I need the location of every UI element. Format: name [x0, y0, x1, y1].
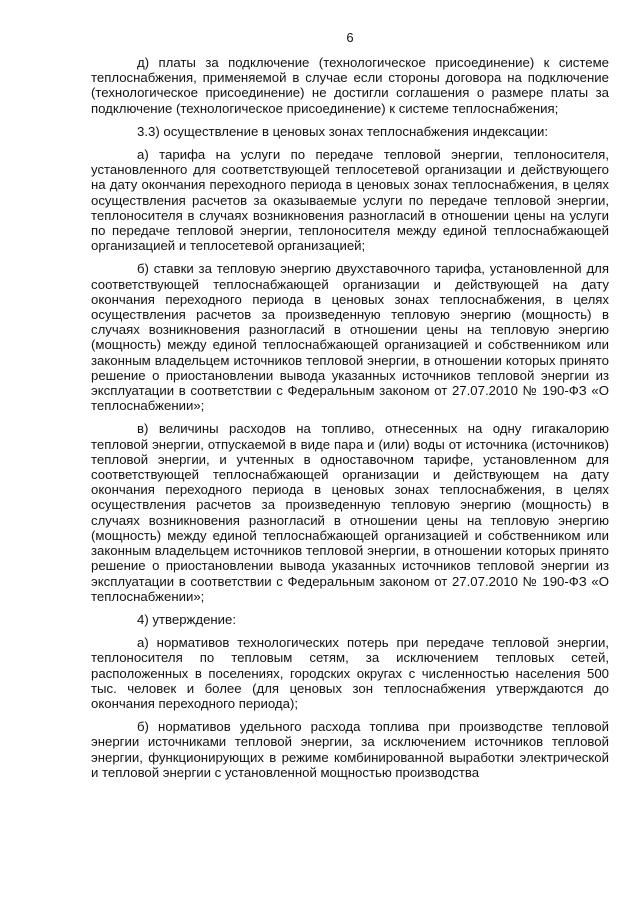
paragraph-b-fuel-consumption-norms: б) нормативов удельного расхода топлива при производстве тепловой энергии источниками тепловой энергии, за исключением источников тепловой энергии, функционирующих в режиме комбинированной выработки электрической и тепловой энергии с установленной мощностью производства	[91, 719, 609, 780]
page-number: 6	[346, 30, 354, 45]
paragraph-4-approval: 4) утверждение:	[137, 611, 237, 627]
paragraph-b-two-rate-tariff: б) ставки за тепловую энергию двухставочного тарифа, установленной для соответствующей теплоснабжающей организации и действующей на дату окончания переходного периода в ценовых зонах теплоснабжения, в целях осуществления расчетов за произведенную тепловую энергию (мощность) в случаях возникновения разногласий в отношении цены на тепловую энергию (мощность) между единой теплоснабжающей организацией и собственником или законным владельцем источников тепловой энергии, в отношении которых принято решение о приостановлении вывода указанных источников тепловой энергии из эксплуатации в соответствии с Федеральным законом от 27.07.2010 № 190-ФЗ «О теплоснабжении»;	[91, 261, 609, 414]
paragraph-3-3-indexation: 3.3) осуществление в ценовых зонах теплоснабжения индексации:	[137, 123, 549, 139]
paragraph-a-loss-norms: а) нормативов технологических потерь при передаче тепловой энергии, теплоносителя по тепловым сетям, за исключением тепловых сетей, расположенных в поселениях, городских округах с численностью населения 500 тыс. человек и более (для ценовых зон теплоснабжения утверждаются до окончания переходного периода);	[91, 635, 609, 711]
paragraph-a-transfer-tariff: а) тарифа на услуги по передаче тепловой энергии, теплоносителя, установленного для соответствующей теплосетевой организации и действующего на дату окончания переходного периода в ценовых зонах теплоснабжения, в целях осуществления расчетов за оказываемые услуги по передаче тепловой энергии, теплоносителя в случаях возникновения разногласий в отношении цены на услуги по передаче тепловой энергии, теплоносителя между единой теплоснабжающей организацией и теплосетевой организацией;	[91, 147, 609, 254]
paragraph-d-connection-fee: д) платы за подключение (технологическое присоединение) к системе теплоснабжения, применяемой в случае если стороны договора на подключение (технологическое присоединение) не достигли соглашения о размере платы за подключение (технологическое присоединение) к системе теплоснабжения;	[91, 55, 609, 116]
paragraph-v-fuel-costs: в) величины расходов на топливо, отнесенных на одну гигакалорию тепловой энергии, отпускаемой в виде пара и (или) воды от источника (источников) тепловой энергии, и учтенных в одноставочном тарифе, установленном для соответствующей теплоснабжающей организации и действующем на дату окончания переходного периода в ценовых зонах теплоснабжения, в целях осуществления расчетов за произведенную тепловую энергию (мощность) в случаях возникновения разногласий в отношении цены на тепловую энергию (мощность) между единой теплоснабжающей организацией и собственником или законным владельцем источников тепловой энергии, в отношении которых принято решение о приостановлении вывода указанных источников тепловой энергии из эксплуатации в соответствии с Федеральным законом от 27.07.2010 № 190-ФЗ «О теплоснабжении»;	[91, 421, 609, 604]
document-page	[91, 30, 609, 785]
